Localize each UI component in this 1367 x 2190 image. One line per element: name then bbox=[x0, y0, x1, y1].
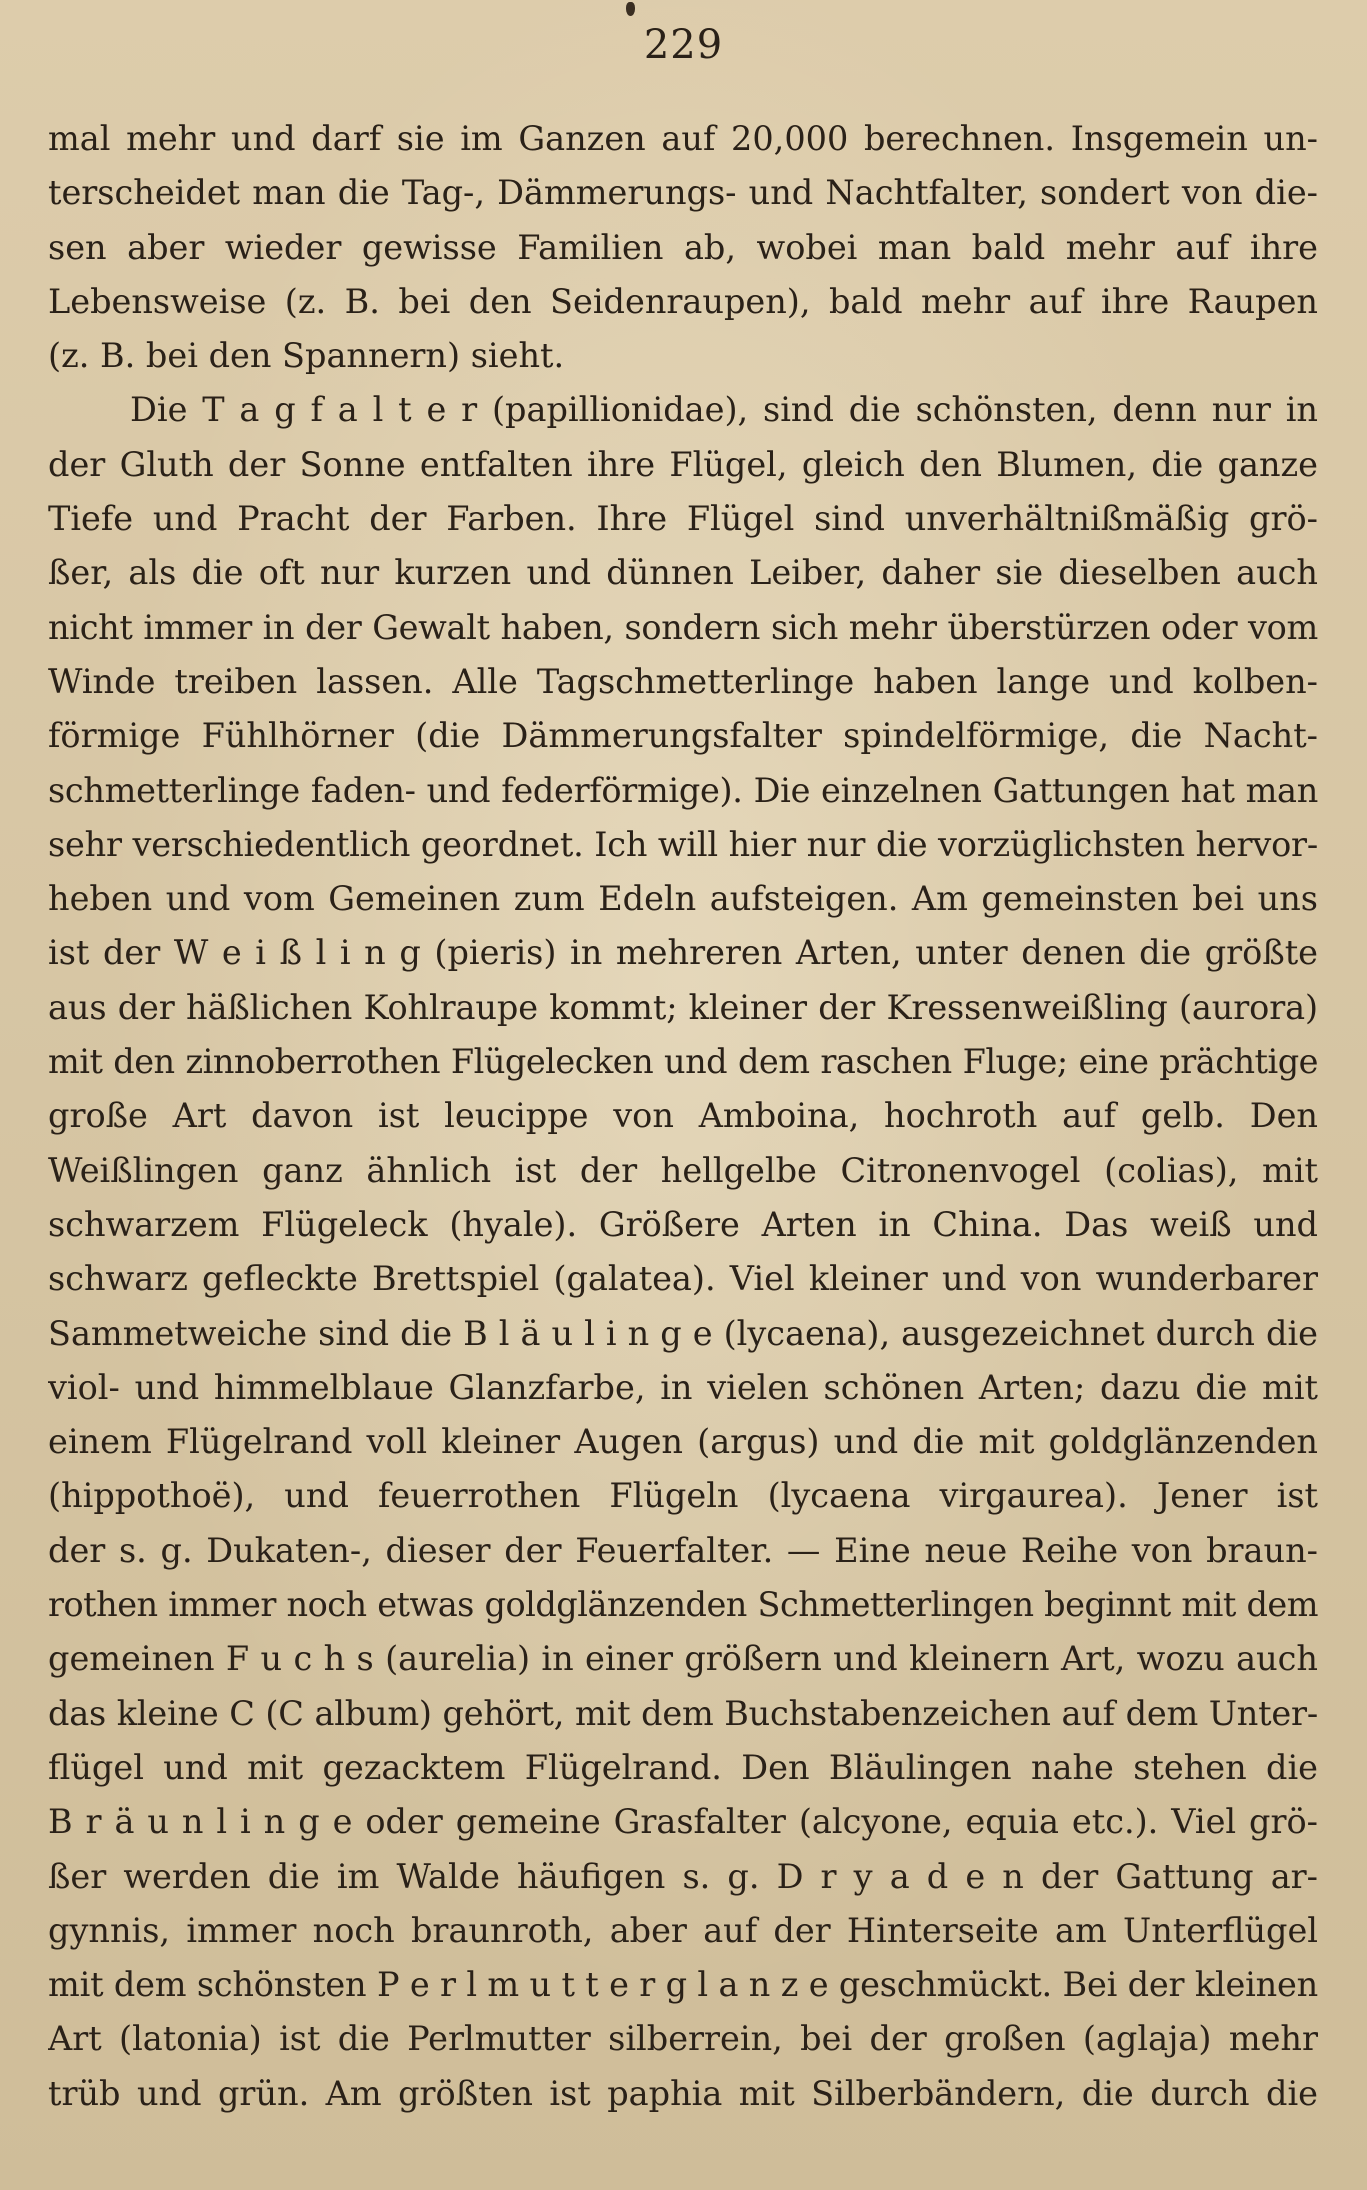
text-line: mal mehr und darf sie im Ganzen auf 20,000 berechnen. Insgemein un- bbox=[48, 119, 1318, 158]
text-line: B r ä u n l i n g e oder gemeine Grasfalter (alcyone, equia etc.). Viel grö- bbox=[48, 1802, 1318, 1842]
text-line: Art (latonia) ist die Perlmutter silberrein, bei der großen (aglaja) mehr bbox=[48, 2019, 1318, 2059]
text-line: ist der W e i ß l i n g (pieris) in mehreren Arten, unter denen die größte bbox=[48, 933, 1318, 973]
text-line: schwarzem Flügeleck (hyale). Größere Arten in China. Das weiß und bbox=[48, 1204, 1318, 1244]
text-line: gynnis, immer noch braunroth, aber auf der Hinterseite am Unterflügel bbox=[48, 1910, 1318, 1950]
body-text bbox=[48, 112, 1318, 2121]
text-line: trüb und grün. Am größten ist paphia mit Silberbändern, die durch die bbox=[48, 2073, 1318, 2113]
text-line: rothen immer noch etwas goldglänzenden Schmetterlingen beginnt mit dem bbox=[48, 1585, 1318, 1625]
text-line: Sammetweiche sind die B l ä u l i n g e (lycaena), ausgezeichnet durch die bbox=[48, 1313, 1318, 1353]
text-line: sen aber wieder gewisse Familien ab, wobei man bald mehr auf ihre bbox=[48, 227, 1318, 267]
text-line: (z. B. bei den Spannern) sieht. bbox=[48, 336, 565, 376]
text-line: große Art davon ist leucippe von Amboina, hochroth auf gelb. Den bbox=[48, 1096, 1318, 1136]
text-line: terscheidet man die Tag-, Dämmerungs- und Nachtfalter, sondert von die- bbox=[48, 173, 1318, 213]
text-line: mit dem schönsten P e r l m u t t e r g l a n z e geschmückt. Bei der kleinen bbox=[48, 1965, 1318, 2005]
text-line: viol- und himmelblaue Glanzfarbe, in vielen schönen Arten; dazu die mit bbox=[48, 1367, 1318, 1407]
text-line: schmetterlinge faden- und federförmige). Die einzelnen Gattungen hat man bbox=[48, 770, 1318, 810]
text-line: förmige Fühlhörner (die Dämmerungsfalter spindelförmige, die Nacht- bbox=[48, 716, 1318, 756]
ink-spot bbox=[626, 2, 635, 16]
text-line: aus der häßlichen Kohlraupe kommt; kleiner der Kressenweißling (aurora) bbox=[48, 987, 1318, 1027]
text-line: Winde treiben lassen. Alle Tagschmetterlinge haben lange und kolben- bbox=[48, 661, 1318, 701]
text-line: nicht immer in der Gewalt haben, sondern sich mehr überstürzen oder vom bbox=[48, 607, 1318, 647]
text-line: einem Flügelrand voll kleiner Augen (argus) und die mit goldglänzenden bbox=[48, 1422, 1318, 1462]
text-line: flügel und mit gezacktem Flügelrand. Den Bläulingen nahe stehen die bbox=[48, 1747, 1318, 1787]
text-line: Weißlingen ganz ähnlich ist der hellgelbe Citronenvogel (colias), mit bbox=[48, 1150, 1318, 1190]
text-line: mit den zinnoberrothen Flügelecken und dem raschen Fluge; eine prächtige bbox=[48, 1042, 1318, 1082]
text-line: sehr verschiedentlich geordnet. Ich will hier nur die vorzüglichsten hervor- bbox=[48, 824, 1318, 864]
text-line: ßer werden die im Walde häufigen s. g. D r y a d e n der Gattung ar- bbox=[48, 1856, 1318, 1896]
text-line: das kleine C (C album) gehört, mit dem Buchstabenzeichen auf dem Unter- bbox=[48, 1693, 1318, 1733]
text-line: gemeinen F u c h s (aurelia) in einer größern und kleinern Art, wozu auch bbox=[48, 1639, 1318, 1679]
text-line: der s. g. Dukaten-, dieser der Feuerfalter. — Eine neue Reihe von braun- bbox=[48, 1530, 1318, 1570]
text-line: schwarz gefleckte Brettspiel (galatea). Viel kleiner und von wunderbarer bbox=[48, 1259, 1318, 1299]
text-line: heben und vom Gemeinen zum Edeln aufsteigen. Am gemeinsten bei uns bbox=[48, 879, 1318, 919]
text-line: Die T a g f a l t e r (papillionidae), sind die schönsten, denn nur in bbox=[130, 390, 1318, 430]
text-line: der Gluth der Sonne entfalten ihre Flügel, gleich den Blumen, die ganze bbox=[48, 444, 1318, 484]
text-line: (hippothoë), und feuerrothen Flügeln (lycaena virgaurea). Jener ist bbox=[48, 1476, 1318, 1516]
text-line: ßer, als die oft nur kurzen und dünnen Leiber, daher sie dieselben auch bbox=[48, 553, 1318, 593]
page-number: 229 bbox=[643, 22, 724, 68]
text-line: Lebensweise (z. B. bei den Seidenraupen), bald mehr auf ihre Raupen bbox=[48, 281, 1318, 321]
text-line: Tiefe und Pracht der Farben. Ihre Flügel sind unverhältnißmäßig grö- bbox=[48, 499, 1318, 539]
